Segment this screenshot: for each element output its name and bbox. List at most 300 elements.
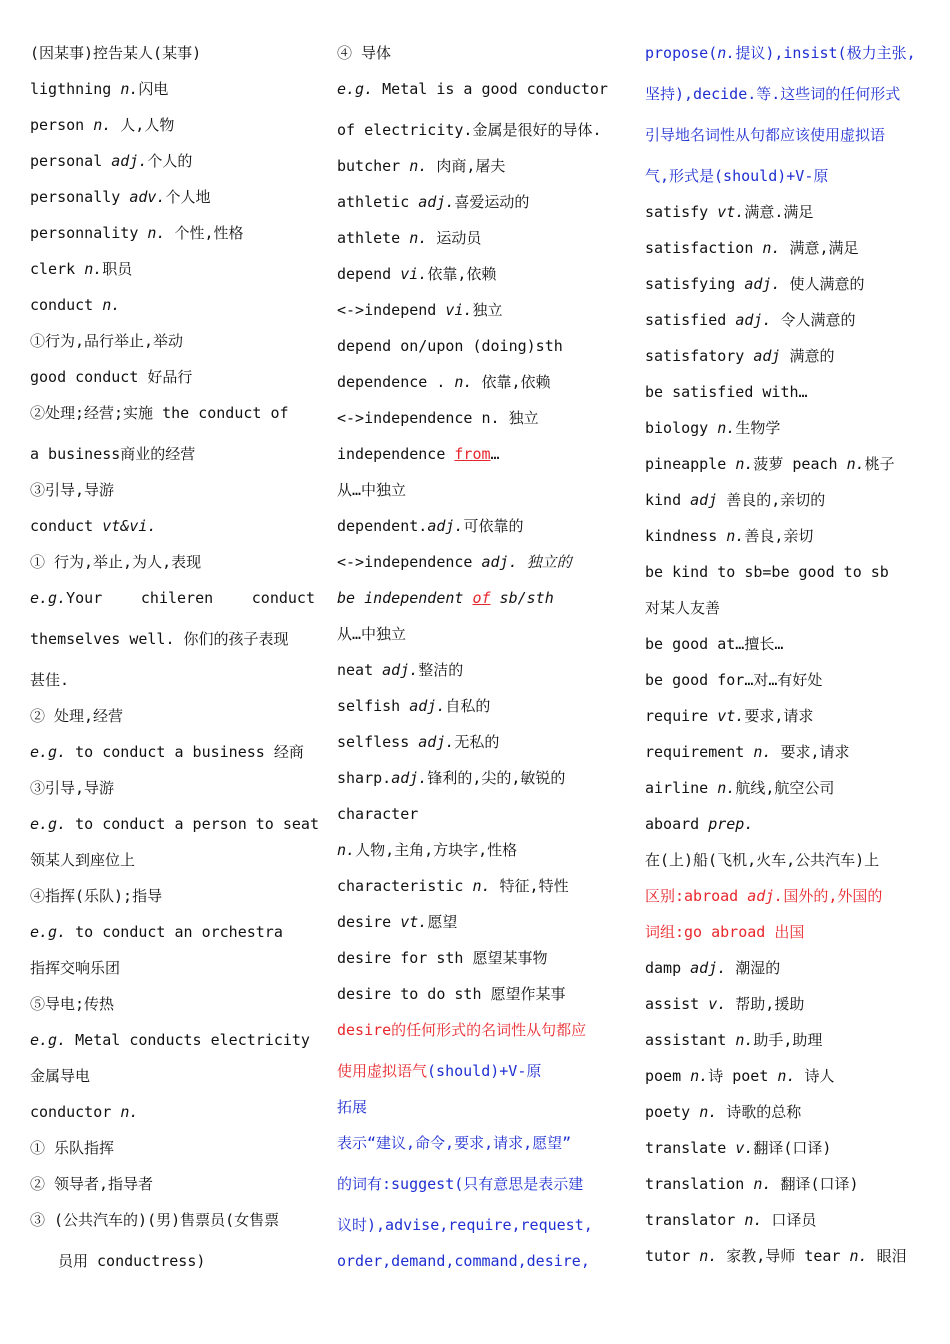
word: neat bbox=[337, 661, 383, 679]
part-of-speech: adj. bbox=[418, 733, 455, 751]
word: clerk bbox=[30, 260, 85, 278]
part-of-speech: n. bbox=[735, 1031, 754, 1049]
text-line bbox=[30, 152, 315, 188]
note-line bbox=[645, 85, 930, 126]
text-line bbox=[30, 188, 315, 224]
text-line bbox=[645, 779, 930, 815]
meaning: 人,人物 bbox=[111, 116, 175, 134]
text: ④ 导体 bbox=[337, 44, 392, 62]
text-line bbox=[30, 995, 315, 1031]
word: desire bbox=[337, 913, 401, 931]
part-of-speech: n. bbox=[472, 877, 491, 895]
part-of-speech: n. bbox=[337, 841, 356, 859]
text-line bbox=[337, 913, 622, 949]
part-of-speech: vt. bbox=[400, 913, 428, 931]
part-of-speech: n. bbox=[846, 455, 865, 473]
word: biology bbox=[645, 419, 718, 437]
part-of-speech: n. bbox=[409, 157, 428, 175]
meaning: 菠萝 peach bbox=[753, 455, 847, 473]
part-of-speech: n. bbox=[777, 1067, 796, 1085]
word: selfish bbox=[337, 697, 410, 715]
heading-text: 拓展 bbox=[337, 1098, 368, 1116]
word: poety bbox=[645, 1103, 700, 1121]
column-2 bbox=[337, 44, 622, 1288]
meaning: 要求,请求 bbox=[771, 743, 850, 761]
text: be independent bbox=[337, 589, 473, 607]
meaning: 职员 bbox=[102, 260, 133, 278]
text: (因某事)控告某人(某事) bbox=[30, 44, 202, 62]
text-line bbox=[645, 347, 930, 383]
meaning: 翻译(口译) bbox=[753, 1139, 832, 1157]
note-text: 的词有:suggest(只有意思是表示建 bbox=[337, 1175, 584, 1193]
text-line bbox=[30, 553, 315, 589]
text: 在(上)船(飞机,火车,公共汽车)上 bbox=[645, 851, 880, 869]
text-line bbox=[337, 44, 622, 80]
text-line bbox=[645, 563, 930, 599]
meaning: 生物学 bbox=[735, 419, 781, 437]
text: themselves well. 你们的孩子表现 bbox=[30, 630, 289, 648]
word: personnality bbox=[30, 224, 148, 242]
text-line bbox=[337, 949, 622, 985]
text: … bbox=[490, 445, 500, 463]
part-of-speech: adj. bbox=[735, 311, 772, 329]
word: depend bbox=[337, 265, 401, 283]
text-line bbox=[30, 445, 315, 481]
text: 从…中独立 bbox=[337, 625, 407, 643]
text-line bbox=[30, 517, 315, 553]
text-line bbox=[645, 851, 930, 887]
part-of-speech: n. bbox=[717, 419, 736, 437]
text-line bbox=[30, 404, 315, 445]
part-of-speech: n. bbox=[454, 373, 473, 391]
meaning: 可依靠的 bbox=[463, 517, 524, 535]
meaning: 帮助,援助 bbox=[726, 995, 805, 1013]
text-line bbox=[30, 1211, 315, 1252]
text-line bbox=[645, 455, 930, 491]
note-line bbox=[645, 44, 930, 85]
part-of-speech: n. bbox=[717, 44, 736, 62]
part-of-speech: n. bbox=[762, 239, 781, 257]
meaning: 诗 poet bbox=[708, 1067, 778, 1085]
meaning: 特征,特性 bbox=[490, 877, 569, 895]
part-of-speech: n. bbox=[849, 1247, 868, 1265]
word: <->independence bbox=[337, 553, 482, 571]
meaning: 航线,航空公司 bbox=[735, 779, 835, 797]
word: sharp. bbox=[337, 769, 392, 787]
word: athlete bbox=[337, 229, 410, 247]
text: Metal conducts electricity bbox=[66, 1031, 310, 1049]
text-line bbox=[30, 1031, 315, 1067]
text-line bbox=[30, 332, 315, 368]
text-line bbox=[30, 815, 319, 851]
part-of-speech: adj. bbox=[427, 517, 464, 535]
text-line bbox=[337, 445, 622, 481]
part-of-speech: n. bbox=[84, 260, 103, 278]
meaning: 桃子 bbox=[864, 455, 895, 473]
word: butcher bbox=[337, 157, 410, 175]
text-line bbox=[337, 517, 622, 553]
text-line bbox=[337, 301, 622, 337]
word: aboard bbox=[645, 815, 709, 833]
part-of-speech: adj. bbox=[409, 697, 446, 715]
part-of-speech: n. bbox=[409, 229, 428, 247]
meaning: 人物,主角,方块字,性格 bbox=[355, 841, 518, 859]
part-of-speech: n. bbox=[735, 455, 754, 473]
text-line bbox=[30, 959, 315, 995]
text-line bbox=[337, 805, 622, 841]
text-line bbox=[645, 275, 930, 311]
word: require bbox=[645, 707, 718, 725]
note-text: 使用虚拟语气 bbox=[337, 1062, 428, 1080]
part-of-speech: n. bbox=[147, 224, 166, 242]
meaning: 口译员 bbox=[762, 1211, 817, 1229]
text-line bbox=[30, 630, 315, 671]
text: be kind to sb=be good to sb bbox=[645, 563, 889, 581]
highlight-word: from bbox=[454, 445, 491, 463]
meaning: 令人满意的 bbox=[771, 311, 856, 329]
text: ②处理;经营;实施 the conduct of bbox=[30, 404, 289, 422]
text-line bbox=[337, 373, 622, 409]
text-line bbox=[645, 995, 930, 1031]
text-line bbox=[30, 1067, 315, 1103]
part-of-speech: adj bbox=[690, 491, 718, 509]
highlight-word: of bbox=[472, 589, 491, 607]
word: translation bbox=[645, 1175, 754, 1193]
part-of-speech: vt. bbox=[717, 707, 745, 725]
meaning: adj. 独立的 bbox=[481, 553, 572, 571]
meaning: 潮湿的 bbox=[726, 959, 781, 977]
column-3 bbox=[645, 44, 930, 1283]
text-line bbox=[30, 44, 315, 80]
word: person bbox=[30, 116, 94, 134]
note-text: 气,形式是 bbox=[645, 167, 715, 185]
section-heading bbox=[337, 1098, 622, 1134]
text: desire to do sth 愿望作某事 bbox=[337, 985, 566, 1003]
example-marker: e.g. bbox=[30, 743, 67, 761]
example-marker: e.g. bbox=[30, 923, 67, 941]
text-line bbox=[337, 80, 622, 121]
text-line bbox=[645, 203, 930, 239]
text: <->independence n. 独立 bbox=[337, 409, 539, 427]
meaning: 诗歌的总称 bbox=[717, 1103, 802, 1121]
word: airline bbox=[645, 779, 718, 797]
meaning: 诗人 bbox=[795, 1067, 835, 1085]
part-of-speech: v. bbox=[708, 995, 727, 1013]
text-line bbox=[30, 851, 315, 887]
text-line bbox=[30, 260, 315, 296]
word: personal bbox=[30, 152, 112, 170]
word: selfless bbox=[337, 733, 419, 751]
word: kind bbox=[645, 491, 691, 509]
part-of-speech: n. bbox=[753, 1175, 772, 1193]
meaning: 闪电 bbox=[138, 80, 169, 98]
text: ② 领导者,指导者 bbox=[30, 1175, 154, 1193]
meaning: 个人的 bbox=[147, 152, 193, 170]
note-line bbox=[337, 1175, 622, 1216]
meaning: 满意,满足 bbox=[780, 239, 859, 257]
example-marker: e.g. bbox=[30, 815, 67, 833]
meaning: 善良的,亲切的 bbox=[717, 491, 826, 509]
text-line bbox=[645, 491, 930, 527]
part-of-speech: adj. bbox=[744, 275, 781, 293]
text-line bbox=[337, 193, 622, 229]
word: translate bbox=[645, 1139, 736, 1157]
word: requirement bbox=[645, 743, 754, 761]
word: conductor bbox=[30, 1103, 121, 1121]
word: athletic bbox=[337, 193, 419, 211]
part-of-speech: vi. bbox=[445, 301, 473, 319]
text: depend on/upon (doing)sth bbox=[337, 337, 563, 355]
text-line bbox=[30, 707, 315, 743]
word: satisfying bbox=[645, 275, 745, 293]
note-text: 表示“建议,命令,要求,请求,愿望” bbox=[337, 1134, 572, 1152]
text-line bbox=[645, 419, 930, 455]
meaning: 翻译(口译) bbox=[771, 1175, 859, 1193]
part-of-speech: vi. bbox=[400, 265, 428, 283]
text: of electricity.金属是很好的导体. bbox=[337, 121, 602, 139]
meaning: 独立 bbox=[472, 301, 503, 319]
note-text: 国外的,外国的 bbox=[783, 887, 883, 905]
text-line bbox=[30, 671, 315, 707]
text-line bbox=[645, 311, 930, 347]
text: Your bbox=[66, 589, 103, 607]
note-line bbox=[645, 923, 930, 959]
text: ①行为,品行举止,举动 bbox=[30, 332, 184, 350]
text: to conduct a business 经商 bbox=[66, 743, 304, 761]
note-text: (should)+V-原 bbox=[714, 167, 829, 185]
text-line bbox=[337, 625, 622, 661]
text: ③引导,导游 bbox=[30, 779, 115, 797]
note-text: propose( bbox=[645, 44, 718, 62]
word: personally bbox=[30, 188, 130, 206]
text: to conduct an orchestra bbox=[66, 923, 283, 941]
note-text: (should)+V-原 bbox=[427, 1062, 542, 1080]
text-line bbox=[337, 337, 622, 373]
word: <->independ bbox=[337, 301, 446, 319]
meaning: 运动员 bbox=[427, 229, 482, 247]
meaning: 锋利的,尖的,敏锐的 bbox=[427, 769, 566, 787]
text-line bbox=[337, 697, 622, 733]
text-line bbox=[645, 815, 930, 851]
example-marker: e.g. bbox=[30, 1031, 67, 1049]
part-of-speech: adj. bbox=[690, 959, 727, 977]
meaning: 自私的 bbox=[445, 697, 491, 715]
part-of-speech: vt&vi. bbox=[102, 517, 157, 535]
part-of-speech: adj. bbox=[418, 193, 455, 211]
part-of-speech: n. bbox=[717, 779, 736, 797]
meaning: 助手,助理 bbox=[753, 1031, 823, 1049]
text-line bbox=[337, 157, 622, 193]
text: to conduct a person to seat bbox=[66, 815, 319, 833]
text-line bbox=[645, 707, 930, 743]
text-line bbox=[337, 661, 622, 697]
text: 金属导电 bbox=[30, 1067, 91, 1085]
text-line bbox=[645, 1067, 930, 1103]
word: ligthning bbox=[30, 80, 121, 98]
text-line bbox=[337, 553, 622, 589]
text-line bbox=[645, 1031, 930, 1067]
part-of-speech: n. bbox=[120, 80, 139, 98]
text-line bbox=[645, 383, 930, 419]
meaning: 依靠,依赖 bbox=[427, 265, 497, 283]
text-line bbox=[337, 733, 622, 769]
note-line bbox=[337, 1062, 622, 1098]
part-of-speech: n. bbox=[744, 1211, 763, 1229]
part-of-speech: adv. bbox=[129, 188, 166, 206]
text: chileren bbox=[140, 589, 214, 607]
text: ③ (公共汽车的)(男)售票员(女售票 bbox=[30, 1211, 280, 1229]
text-line bbox=[645, 239, 930, 275]
meaning: 依靠,依赖 bbox=[472, 373, 551, 391]
text: ⑤导电;传热 bbox=[30, 995, 115, 1013]
text-line bbox=[337, 769, 622, 805]
text-line bbox=[337, 589, 622, 625]
text-line bbox=[645, 635, 930, 671]
text-line bbox=[645, 527, 930, 563]
word: independence bbox=[337, 445, 455, 463]
text: ③引导,导游 bbox=[30, 481, 115, 499]
note-line bbox=[645, 887, 930, 923]
text-line bbox=[30, 1103, 315, 1139]
word: conduct bbox=[30, 296, 103, 314]
meaning: 使人满意的 bbox=[780, 275, 865, 293]
note-line bbox=[337, 1021, 622, 1062]
word: assistant bbox=[645, 1031, 736, 1049]
word: satisfaction bbox=[645, 239, 763, 257]
part-of-speech: adj. bbox=[747, 887, 784, 905]
meaning: 要求,请求 bbox=[744, 707, 814, 725]
text-line bbox=[30, 1252, 315, 1288]
meaning: 满意.满足 bbox=[744, 203, 814, 221]
text-line bbox=[645, 959, 930, 995]
word: dependence . bbox=[337, 373, 455, 391]
example-marker: e.g. bbox=[337, 80, 374, 98]
part-of-speech: n. bbox=[699, 1247, 718, 1265]
part-of-speech: n. bbox=[93, 116, 112, 134]
note-text: order,demand,command,desire, bbox=[337, 1252, 590, 1270]
meaning: 满意的 bbox=[780, 347, 835, 365]
text: 指挥交响乐团 bbox=[30, 959, 121, 977]
note-line bbox=[645, 126, 930, 167]
text: ④指挥(乐队);指导 bbox=[30, 887, 163, 905]
word: pineapple bbox=[645, 455, 736, 473]
text-line bbox=[645, 1247, 930, 1283]
example-marker: e.g. bbox=[30, 589, 67, 607]
text: conduct bbox=[251, 589, 315, 607]
column-1 bbox=[30, 44, 319, 1288]
part-of-speech: n. bbox=[690, 1067, 709, 1085]
text-line bbox=[337, 985, 622, 1021]
word: kindness bbox=[645, 527, 727, 545]
meaning: 个性,性格 bbox=[165, 224, 244, 242]
text-line bbox=[337, 229, 622, 265]
meaning: 喜爱运动的 bbox=[454, 193, 530, 211]
meaning: 愿望 bbox=[427, 913, 458, 931]
note-line bbox=[337, 1134, 622, 1175]
text-line bbox=[30, 1175, 315, 1211]
note-text: 区别:abroad bbox=[645, 887, 748, 905]
meaning: 肉商,屠夫 bbox=[427, 157, 506, 175]
word: satisfied bbox=[645, 311, 736, 329]
part-of-speech: n. bbox=[699, 1103, 718, 1121]
text: ① 行为,举止,为人,表现 bbox=[30, 553, 202, 571]
text-line bbox=[30, 779, 315, 815]
text-line bbox=[645, 1139, 930, 1175]
word: tutor bbox=[645, 1247, 700, 1265]
meaning: 家教,导师 tear bbox=[717, 1247, 850, 1265]
word: satisfatory bbox=[645, 347, 754, 365]
text: good conduct 好品行 bbox=[30, 368, 193, 386]
text-line bbox=[337, 877, 622, 913]
text: ② 处理,经营 bbox=[30, 707, 124, 725]
word: dependent. bbox=[337, 517, 428, 535]
part-of-speech: adj bbox=[753, 347, 781, 365]
text-line bbox=[30, 296, 315, 332]
word: characteristic bbox=[337, 877, 473, 895]
note-line bbox=[337, 1252, 622, 1288]
part-of-speech: n. bbox=[753, 743, 772, 761]
note-text: 坚持),decide.等.这些词的任何形式 bbox=[645, 85, 901, 103]
text: be satisfied with… bbox=[645, 383, 808, 401]
text-line bbox=[645, 1175, 930, 1211]
text-line bbox=[30, 116, 315, 152]
text-line bbox=[337, 265, 622, 301]
word: poem bbox=[645, 1067, 691, 1085]
text: be good at…擅长… bbox=[645, 635, 784, 653]
meaning: 无私的 bbox=[454, 733, 500, 751]
part-of-speech: vt. bbox=[717, 203, 745, 221]
text: a business商业的经营 bbox=[30, 445, 196, 463]
part-of-speech: n. bbox=[120, 1103, 139, 1121]
note-text: 议时),advise,require,request, bbox=[337, 1216, 593, 1234]
text: desire for sth 愿望某事物 bbox=[337, 949, 548, 967]
text: 从…中独立 bbox=[337, 481, 407, 499]
text: 员用 conductress) bbox=[58, 1252, 206, 1270]
word: conduct bbox=[30, 517, 103, 535]
part-of-speech: n. bbox=[102, 296, 121, 314]
note-text: desire的任何形式的名词性从句都应 bbox=[337, 1021, 587, 1039]
text-line bbox=[30, 481, 315, 517]
note-line bbox=[645, 167, 930, 203]
text-line bbox=[337, 121, 622, 157]
part-of-speech: n. bbox=[726, 527, 745, 545]
word: satisfy bbox=[645, 203, 718, 221]
text-line bbox=[337, 481, 622, 517]
word: damp bbox=[645, 959, 691, 977]
part-of-speech: adj. bbox=[391, 769, 428, 787]
text: character bbox=[337, 805, 419, 823]
text-line bbox=[30, 1139, 315, 1175]
text-line bbox=[337, 841, 622, 877]
text: ① 乐队指挥 bbox=[30, 1139, 115, 1157]
note-text: 提议),insist(极力主张, bbox=[735, 44, 916, 62]
text-line bbox=[645, 671, 930, 707]
word: assist bbox=[645, 995, 709, 1013]
text-line bbox=[30, 80, 315, 116]
meaning: 个人地 bbox=[165, 188, 211, 206]
text-line bbox=[30, 224, 315, 260]
note-text: 词组:go abroad 出国 bbox=[645, 923, 805, 941]
part-of-speech: v. bbox=[735, 1139, 754, 1157]
text: sb/sth bbox=[490, 589, 554, 607]
text-line bbox=[30, 368, 315, 404]
part-of-speech: prep. bbox=[708, 815, 754, 833]
text: Metal is a good conductor bbox=[373, 80, 608, 98]
note-text: 引导地名词性从句都应该使用虚拟语 bbox=[645, 126, 886, 144]
text: 领某人到座位上 bbox=[30, 851, 136, 869]
note-line bbox=[337, 1216, 622, 1252]
text: 对某人友善 bbox=[645, 599, 721, 617]
